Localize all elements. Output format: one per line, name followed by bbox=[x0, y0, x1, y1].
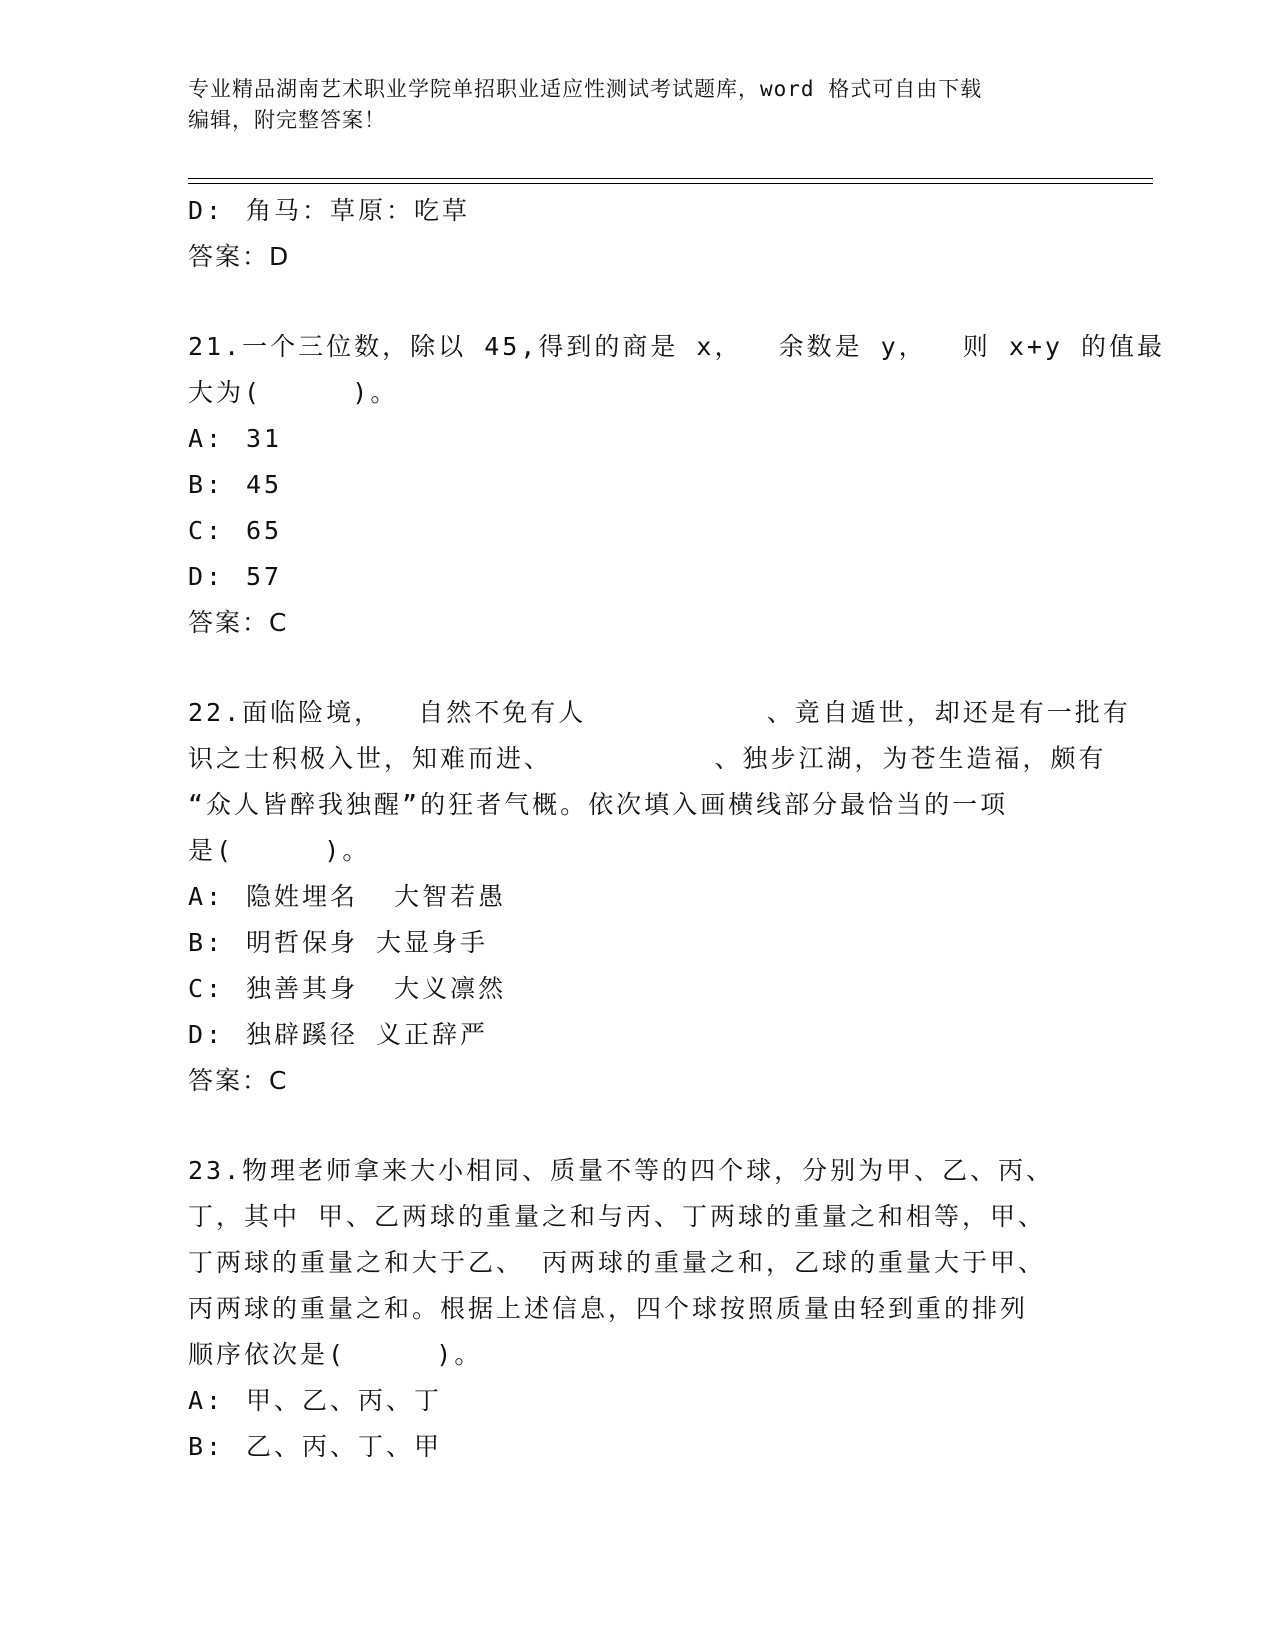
option-text: 明哲保身 大显身手 bbox=[246, 928, 489, 957]
header-divider-top bbox=[188, 178, 1153, 179]
option-text: 57 bbox=[246, 562, 283, 591]
option-d bbox=[188, 1012, 1088, 1058]
question-text-line: 22.面临险境， 自然不免有人 、竟自遁世，却还是有一批有 bbox=[188, 698, 1131, 727]
option-letter: B: bbox=[188, 470, 225, 499]
question-text-line: 是( )。 bbox=[188, 836, 371, 865]
question-text-line: 丙两球的重量之和。根据上述信息，四个球按照质量由轻到重的排列 bbox=[188, 1294, 1029, 1323]
header-line-2: 编辑，附完整答案！ bbox=[188, 108, 386, 132]
question-text-line: 识之士积极入世，知难而进、 、独步江湖，为苍生造福，颇有 bbox=[188, 744, 1107, 773]
option-b bbox=[188, 462, 1088, 508]
option-a bbox=[188, 874, 1088, 920]
option-text: 65 bbox=[246, 516, 283, 545]
option-b bbox=[188, 920, 1088, 966]
option-c bbox=[188, 508, 1088, 554]
answer-line: 答案：D bbox=[188, 242, 291, 271]
option-text: 甲、乙、丙、丁 bbox=[246, 1386, 443, 1415]
question-text-line: 丁两球的重量之和大于乙、 丙两球的重量之和，乙球的重量大于甲、 bbox=[188, 1248, 1047, 1277]
option-text: 角马：草原：吃草 bbox=[246, 196, 471, 225]
question-text-line: 21.一个三位数，除以 45,得到的商是 x， 余数是 y， 则 x+y 的值最 bbox=[188, 332, 1166, 361]
option-text: 独善其身 大义凛然 bbox=[246, 974, 507, 1003]
answer-line: 答案：C bbox=[188, 1066, 289, 1095]
answer-line: 答案：C bbox=[188, 608, 289, 637]
option-letter: A: bbox=[188, 424, 225, 453]
option-a bbox=[188, 1378, 1088, 1424]
question-text-line: 顺序依次是( )。 bbox=[188, 1340, 483, 1369]
option-letter: B: bbox=[188, 928, 225, 957]
option-letter: C: bbox=[188, 974, 225, 1003]
option-letter: A: bbox=[188, 1386, 225, 1415]
option-letter: D: bbox=[188, 196, 225, 225]
question-content bbox=[188, 188, 1166, 1470]
option-text: 乙、丙、丁、甲 bbox=[246, 1432, 443, 1461]
option-letter: D: bbox=[188, 562, 225, 591]
option-text: 45 bbox=[246, 470, 283, 499]
question-22 bbox=[188, 690, 1131, 1104]
question-text-line: “众人皆醉我独醒”的狂者气概。依次填入画横线部分最恰当的一项 bbox=[188, 790, 1009, 819]
option-letter: B: bbox=[188, 1432, 225, 1461]
page-header bbox=[188, 74, 1088, 136]
option-d bbox=[188, 188, 1088, 234]
question-21 bbox=[188, 324, 1166, 646]
option-text: 31 bbox=[246, 424, 283, 453]
option-letter: A: bbox=[188, 882, 225, 911]
header-line-1: 专业精品湖南艺术职业学院单招职业适应性测试考试题库，word 格式可自由下载 bbox=[188, 77, 983, 101]
option-d bbox=[188, 554, 1088, 600]
option-text: 隐姓埋名 大智若愚 bbox=[246, 882, 507, 911]
question-23 bbox=[188, 1148, 1088, 1470]
option-c bbox=[188, 966, 1088, 1012]
header-divider-bottom bbox=[188, 183, 1153, 184]
question-text-line: 丁，其中 甲、乙两球的重量之和与丙、丁两球的重量之和相等，甲、 bbox=[188, 1202, 1047, 1231]
option-b bbox=[188, 1424, 1088, 1470]
option-a bbox=[188, 416, 1088, 462]
option-letter: D: bbox=[188, 1020, 225, 1049]
question-text-line: 23.物理老师拿来大小相同、质量不等的四个球，分别为甲、乙、丙、 bbox=[188, 1156, 1055, 1185]
option-letter: C: bbox=[188, 516, 225, 545]
question-text-line: 大为( )。 bbox=[188, 378, 399, 407]
option-text: 独辟蹊径 义正辞严 bbox=[246, 1020, 489, 1049]
